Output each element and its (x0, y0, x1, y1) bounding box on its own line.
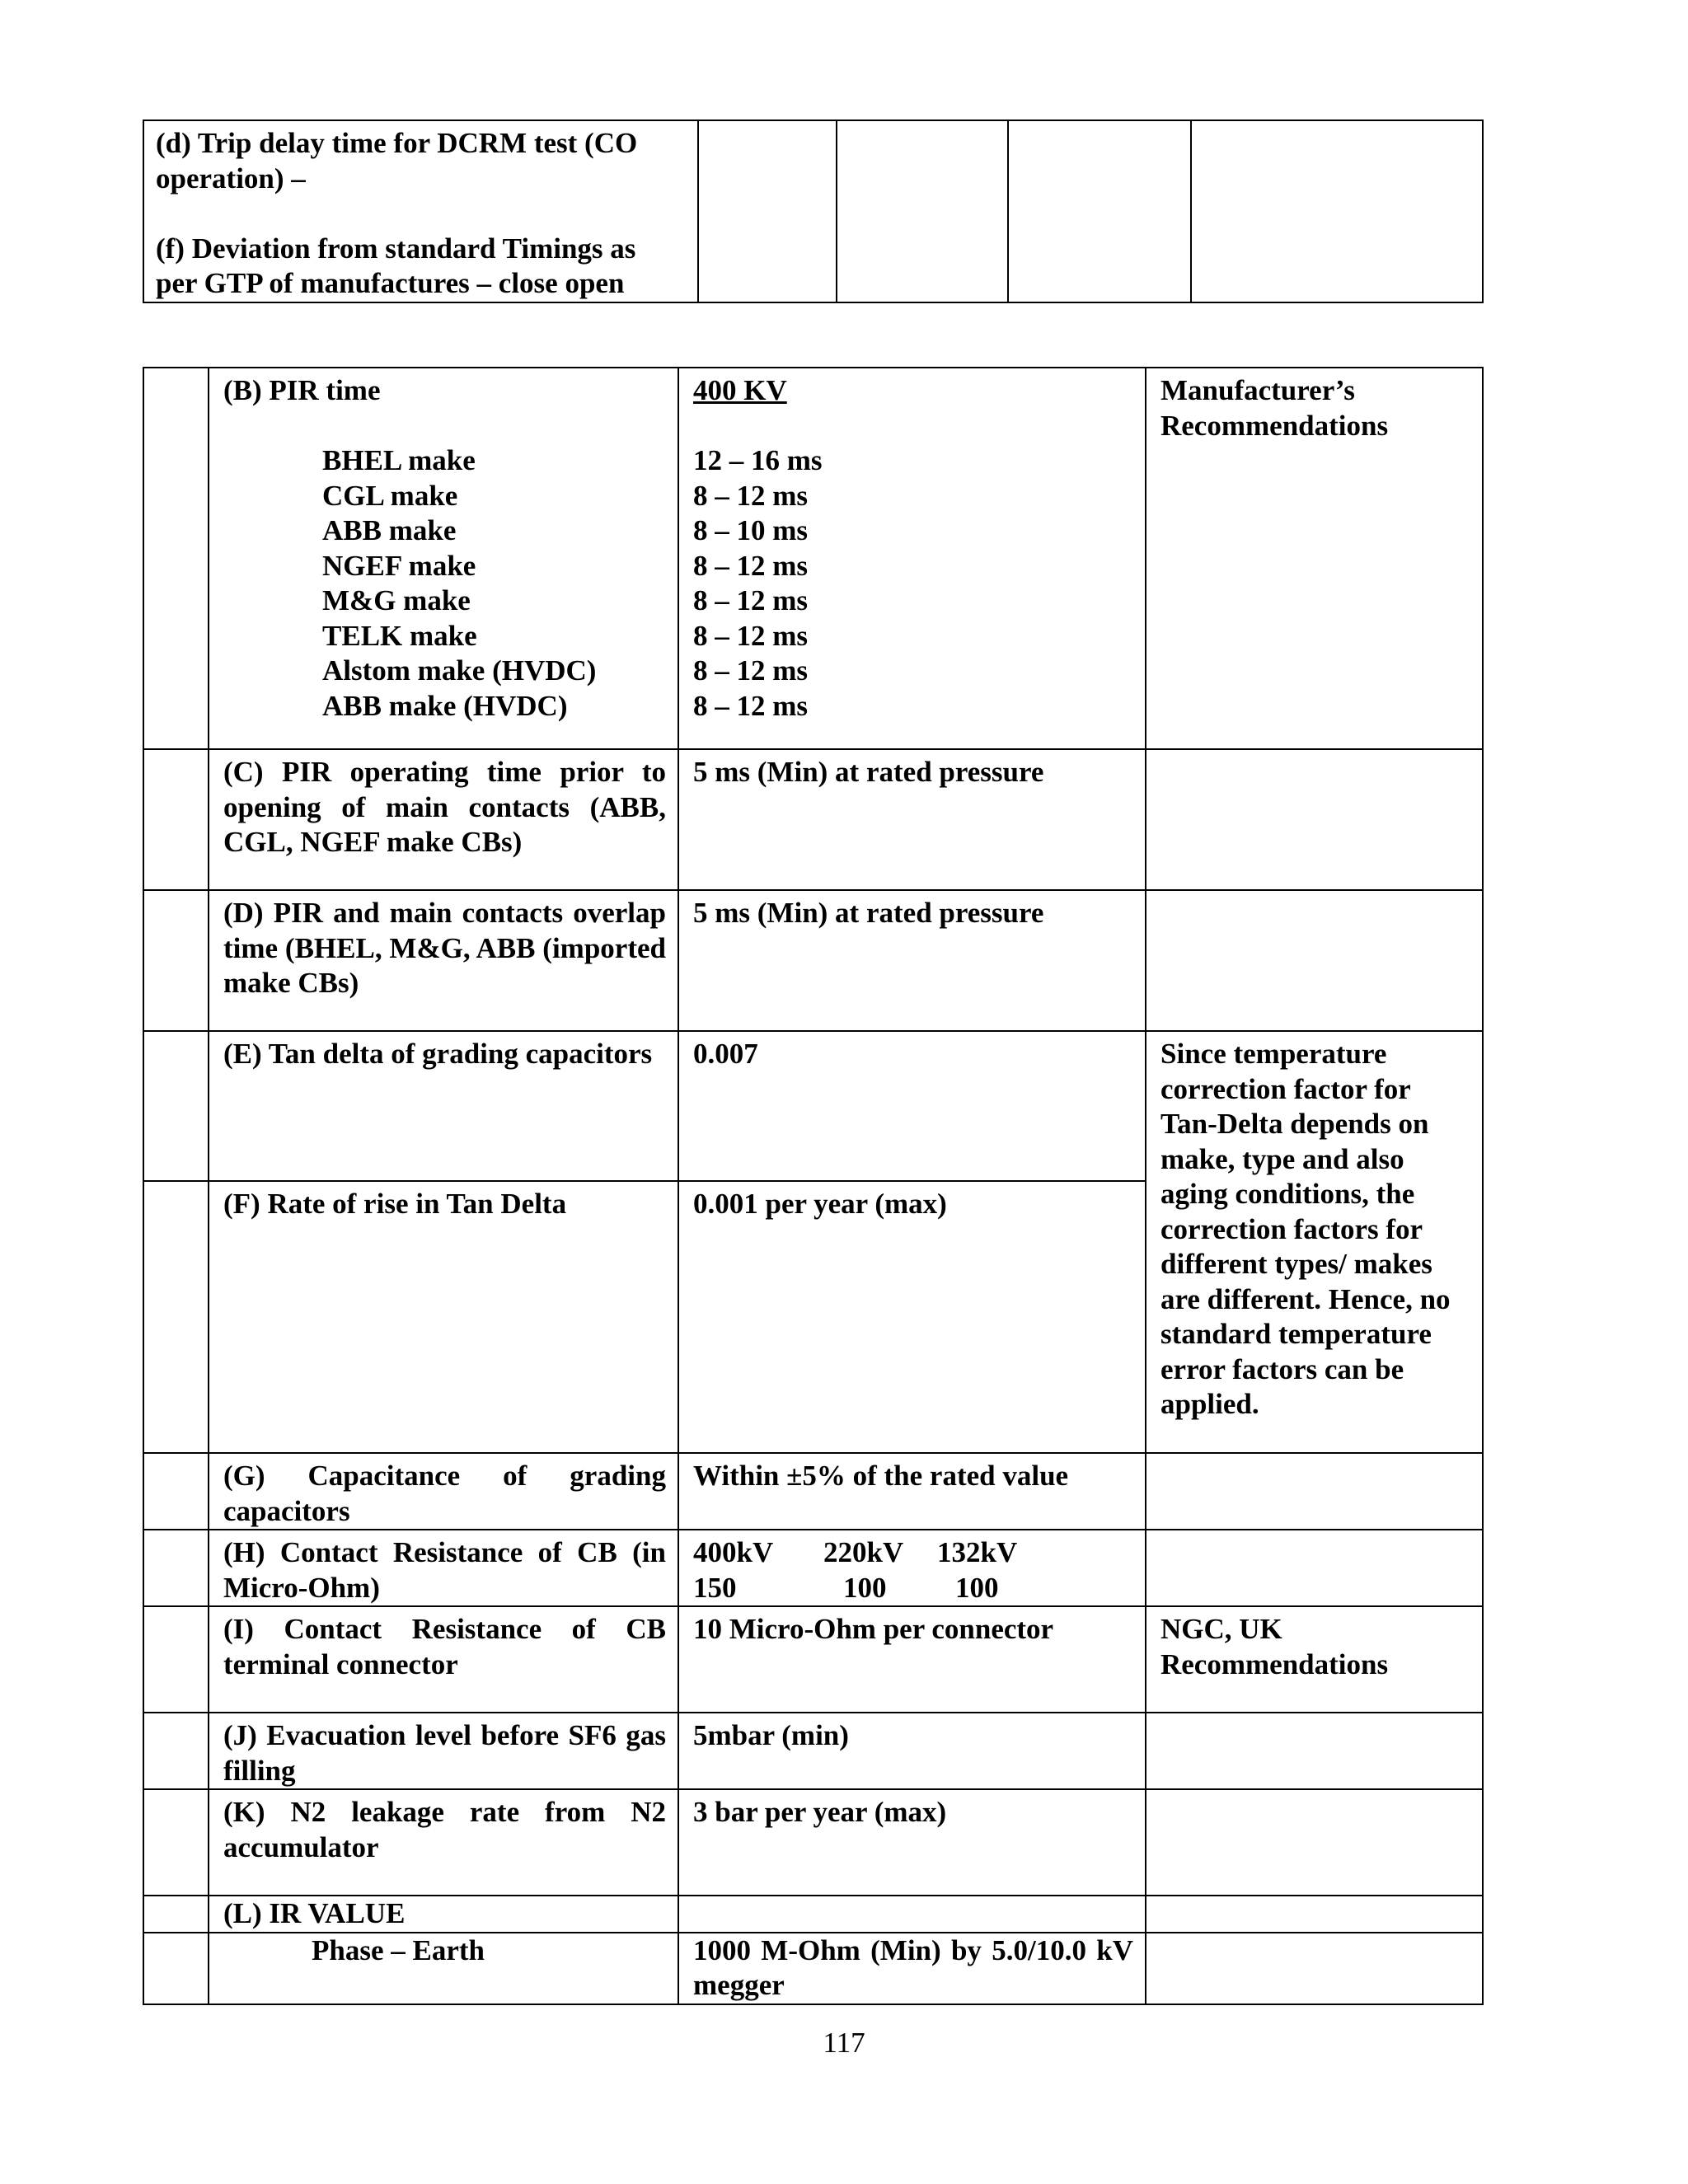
resistance-value: 100 (955, 1571, 999, 1604)
timing-line-2: operation) – (156, 162, 306, 194)
empty-cell (1191, 120, 1483, 302)
timing-line-1: (d) Trip delay time for DCRM test (CO (156, 127, 638, 159)
parameter-label: (D) PIR and main contacts overlap time (BHEL, M&G, ABB (imported make CBs) (223, 897, 666, 999)
row-index-cell (143, 1933, 209, 2004)
parameter-label: (I) Contact Resistance of CB terminal connector (223, 1613, 666, 1680)
pir-time-value: 8 – 12 ms (693, 549, 809, 582)
table-row (143, 1896, 1483, 1933)
remarks-text: Manufacturer’s Recommendations (1160, 374, 1389, 442)
pir-time-value: 12 – 16 ms (693, 444, 823, 476)
timing-line-4: per GTP of manufactures – close open (156, 267, 625, 299)
row-index-cell (143, 368, 209, 749)
make-name: ABB make (322, 514, 457, 546)
parameter-value: 0.001 per year (max) (693, 1188, 947, 1220)
page-number: 117 (823, 2027, 865, 2059)
table-row (143, 1606, 1483, 1713)
table-row (143, 1530, 1483, 1606)
parameter-label: (L) IR VALUE (223, 1897, 406, 1929)
make-name: ABB make (HVDC) (322, 689, 568, 722)
tan-delta-remarks: Since temperature correction factor for Tan-Delta depends on make, type and also aging conditions, the correction factors for different types/ makes are different. Hence, no standard temperature error factors can be applied. (1160, 1038, 1451, 1420)
empty-cell (837, 120, 1008, 302)
voltage-label: 400kV (693, 1536, 774, 1568)
parameter-label: Phase – Earth (312, 1933, 485, 1966)
parameters-table (143, 367, 1484, 2005)
parameter-label: (J) Evacuation level before SF6 gas filling (223, 1719, 666, 1787)
table-row (143, 890, 1483, 1031)
timing-line-3: (f) Deviation from standard Timings as (156, 232, 636, 265)
voltage-label: 132kV (937, 1536, 1018, 1568)
parameter-value: 0.007 (693, 1038, 758, 1070)
make-name: NGEF make (322, 549, 476, 582)
pir-time-label: (B) PIR time (223, 374, 381, 406)
make-name: BHEL make (322, 444, 476, 476)
remarks-text (1146, 750, 1482, 755)
row-index-cell (143, 1896, 209, 1933)
parameter-label: (F) Rate of rise in Tan Delta (223, 1188, 567, 1220)
parameter-value: Within ±5% of the rated value (693, 1460, 1069, 1492)
row-index-cell (143, 1713, 209, 1789)
timing-table (143, 120, 1484, 303)
empty-cell (698, 120, 837, 302)
row-index-cell (143, 1453, 209, 1530)
remarks-text (1146, 1454, 1482, 1459)
table-row (143, 1031, 1483, 1181)
table-row (143, 1933, 1483, 2004)
parameter-value: 1000 M-Ohm (Min) by 5.0/10.0 kV megger (693, 1933, 1133, 2001)
parameter-label: (E) Tan delta of grading capacitors (223, 1038, 653, 1070)
pir-time-value: 8 – 12 ms (693, 619, 809, 652)
remarks-text (1146, 1713, 1482, 1718)
row-index-cell (143, 1181, 209, 1453)
table-row (143, 1713, 1483, 1789)
timing-description-cell (143, 120, 698, 302)
row-index-cell (143, 1031, 209, 1181)
row-index-cell (143, 1530, 209, 1606)
remarks-text: NGC, UK Recommendations (1160, 1613, 1389, 1680)
resistance-value: 100 (843, 1571, 887, 1604)
remarks-text (1146, 891, 1482, 896)
make-name: Alstom make (HVDC) (322, 654, 597, 687)
pir-time-value: 8 – 12 ms (693, 689, 809, 722)
table-row (143, 1789, 1483, 1896)
parameter-value: 5 ms (Min) at rated pressure (693, 897, 1044, 929)
table-row (143, 749, 1483, 890)
parameter-value: 5 ms (Min) at rated pressure (693, 756, 1044, 788)
resistance-value: 150 (693, 1571, 737, 1604)
remarks-text (1146, 1790, 1482, 1795)
empty-cell (1008, 120, 1191, 302)
voltage-label: 220kV (823, 1536, 904, 1568)
voltage-header: 400 KV (693, 374, 787, 406)
parameter-value: 3 bar per year (max) (693, 1796, 947, 1828)
make-name: TELK make (322, 619, 477, 652)
parameter-label: (K) N2 leakage rate from N2 accumulator (223, 1796, 666, 1863)
parameter-label: (H) Contact Resistance of CB (in Micro-Ohm) (223, 1536, 666, 1604)
row-index-cell (143, 1789, 209, 1896)
row-index-cell (143, 1606, 209, 1713)
parameter-value: 10 Micro-Ohm per connector (693, 1613, 1054, 1645)
table-row (143, 368, 1483, 749)
pir-time-value: 8 – 12 ms (693, 584, 809, 616)
pir-time-value: 8 – 12 ms (693, 479, 809, 512)
row-index-cell (143, 890, 209, 1031)
pir-time-value: 8 – 10 ms (693, 514, 809, 546)
row-index-cell (143, 749, 209, 890)
parameter-label: (C) PIR operating time prior to opening of main contacts (ABB, CGL, NGEF make CBs) (223, 756, 666, 858)
table-row (143, 1453, 1483, 1530)
make-name: M&G make (322, 584, 471, 616)
remarks-text (1146, 1530, 1482, 1535)
pir-time-value: 8 – 12 ms (693, 654, 809, 687)
make-name: CGL make (322, 479, 458, 512)
parameter-label: (G) Capacitance of grading capacitors (223, 1460, 666, 1527)
parameter-value: 5mbar (min) (693, 1719, 849, 1751)
